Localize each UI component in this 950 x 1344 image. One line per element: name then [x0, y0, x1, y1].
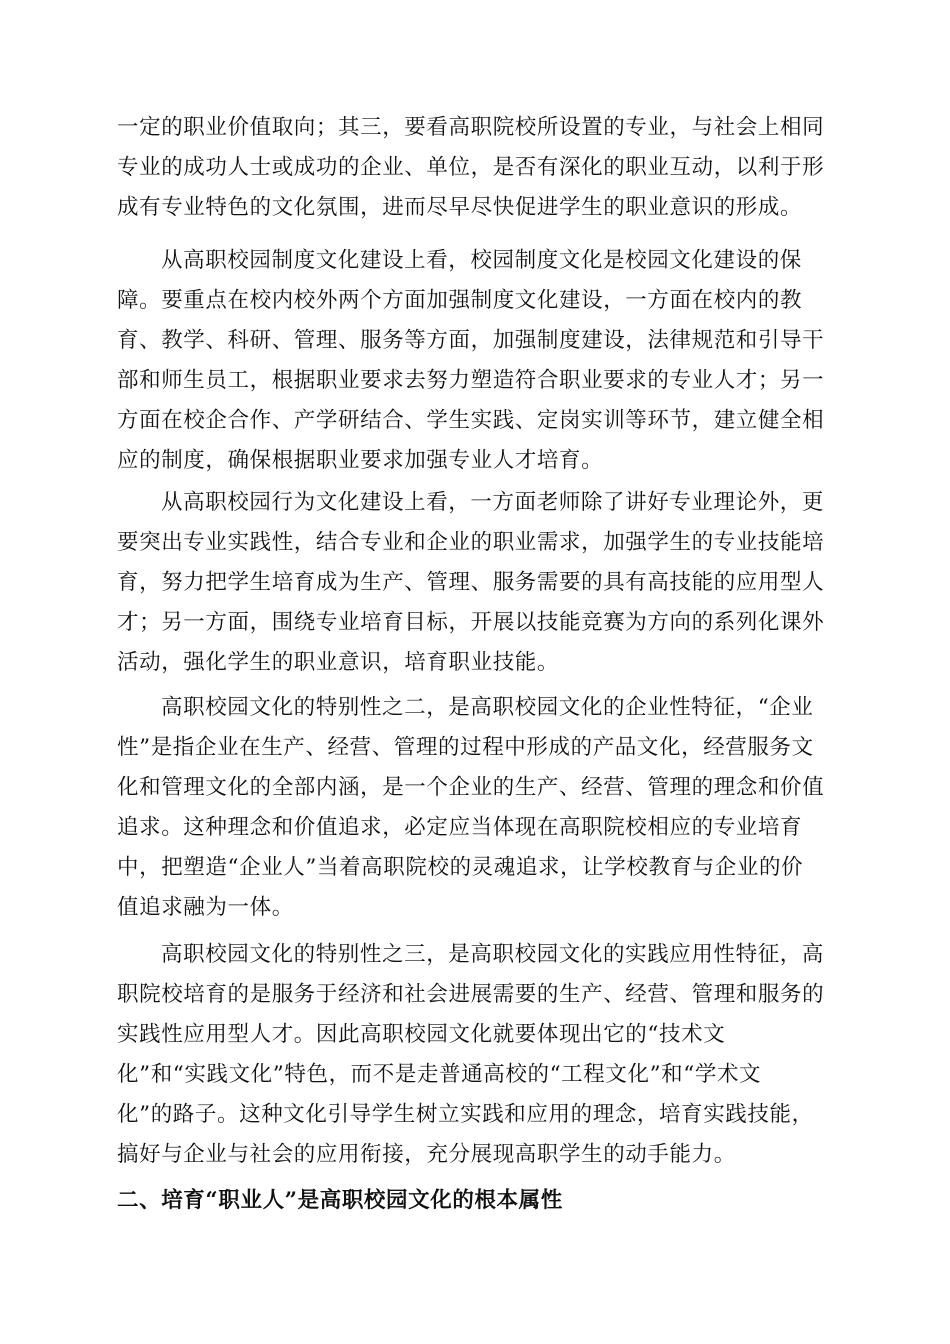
text-line: 方面在校企合作、产学研结合、学生实践、定岗实训等环节，建立健全相	[117, 408, 825, 433]
text-line: 化”的路子。这种文化引导学生树立实践和应用的理念，培育实践技能，	[117, 1102, 814, 1127]
text-line: 中，把塑造“企业人”当着高职院校的灵魂追求，让学校教育与企业的价	[117, 855, 804, 880]
text-line: 值追求融为一体。	[117, 895, 294, 920]
text-line: 性”是指企业在生产、经营、管理的过程中形成的产品文化，经营服务文	[117, 735, 814, 760]
text-line: 要突出专业实践性，结合专业和企业的职业需求，加强学生的专业技能培	[117, 530, 825, 555]
text-line: 搞好与企业与社会的应用衔接，充分展现高职学生的动手能力。	[117, 1142, 736, 1167]
text-line: 追求。这种理念和价值追求，必定应当体现在高职院校相应的专业培育	[117, 815, 803, 840]
text-line: 才；另一方面，围绕专业培育目标，开展以技能竞赛为方向的系列化课外	[117, 610, 825, 635]
paragraph-1	[117, 108, 833, 228]
text-line: 从高职校园行为文化建设上看，一方面老师除了讲好专业理论外，更	[161, 490, 825, 515]
text-line: 障。要重点在校内校外两个方面加强制度文化建设，一方面在校内的教	[117, 288, 803, 313]
text-line: 育、教学、科研、管理、服务等方面，加强制度建设，法律规范和引导干	[117, 328, 825, 353]
section-heading: 二、培育“职业人”是高职校园文化的根本属性	[117, 1188, 563, 1213]
paragraph-5	[117, 935, 833, 1175]
text-line: 部和师生员工，根据职业要求去努力塑造符合职业要求的专业人才；另一	[117, 368, 825, 393]
text-line: 活动，强化学生的职业意识，培育职业技能。	[117, 650, 560, 675]
text-line: 育，努力把学生培育成为生产、管理、服务需要的具有高技能的应用型人	[117, 570, 825, 595]
text-line: 高职校园文化的特别性之三，是高职校园文化的实践应用性特征，高	[161, 942, 825, 967]
text-line: 一定的职业价值取向；其三，要看高职院校所设置的专业，与社会上相同	[117, 115, 825, 140]
text-line: 化和管理文化的全部内涵，是一个企业的生产、经营、管理的理念和价值	[117, 775, 825, 800]
text-line: 专业的成功人士或成功的企业、单位，是否有深化的职业互动，以利于形	[117, 155, 825, 180]
paragraph-3	[117, 483, 833, 683]
paragraph-2	[117, 241, 833, 481]
paragraph-4	[117, 688, 833, 928]
text-line: 职院校培育的是服务于经济和社会进展需要的生产、经营、管理和服务的	[117, 982, 825, 1007]
text-line: 应的制度，确保根据职业要求加强专业人才培育。	[117, 448, 604, 473]
text-line: 从高职校园制度文化建设上看，校园制度文化是校园文化建设的保	[161, 248, 802, 273]
text-line: 高职校园文化的特别性之二，是高职校园文化的企业性特征，“企业	[161, 695, 814, 720]
text-line: 成有专业特色的文化氛围，进而尽早尽快促进学生的职业意识的形成。	[117, 195, 803, 220]
text-line: 实践性应用型人才。因此高职校园文化就要体现出它的“技术文	[117, 1022, 726, 1047]
text-line: 化”和“实践文化”特色，而不是走普通高校的“工程文化”和“学术文	[117, 1062, 762, 1087]
